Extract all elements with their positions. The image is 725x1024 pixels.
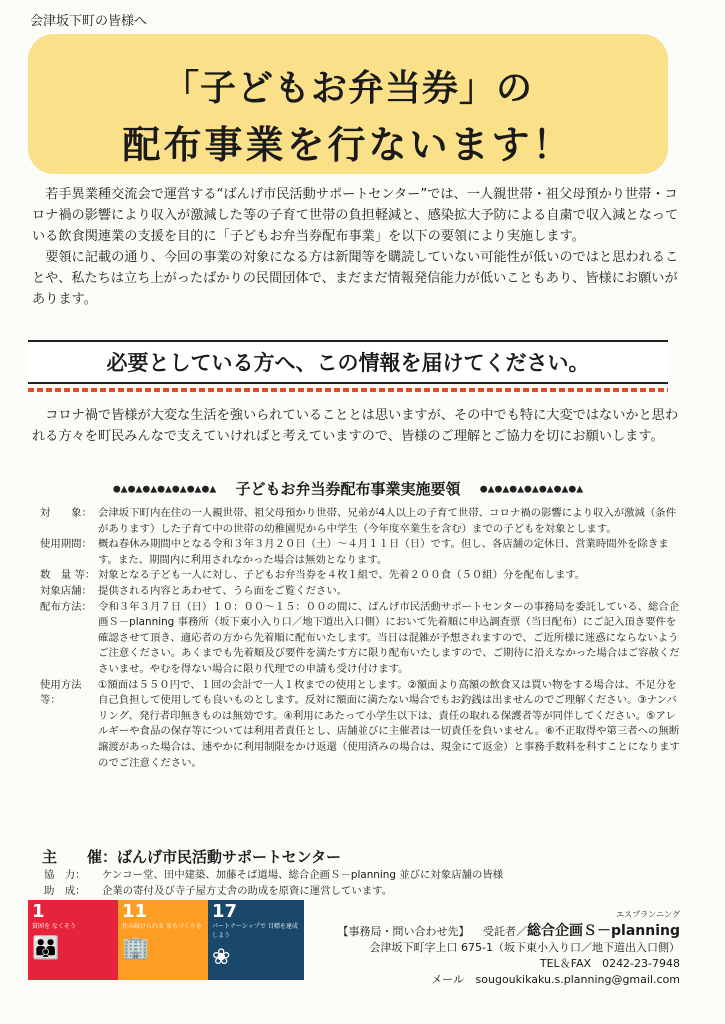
detail-label: 対 象： [40,507,92,519]
contact-mail-line [300,972,680,988]
contact-address: 会津坂下町字上口 675-1（坂下東小入り口／地下道出入口側） [369,941,680,954]
contact-heading: 【事務局・問い合わせ先】 [337,925,470,938]
sdg-11-icon [118,900,214,980]
detail-row [40,678,680,772]
greeting: 会津坂下町の皆様へ [30,14,148,29]
sdg-number: 11 [122,901,148,922]
detail-row [40,584,680,600]
section-heading [28,478,668,499]
contact-company: 総合企画Ｓ－planning [527,923,680,939]
details-list [40,506,680,771]
detail-row [40,568,680,584]
flower-icon: ❀ [212,945,231,970]
detail-label: 使用期間： [40,538,92,551]
coop-row [44,884,684,900]
contact-mail: sougoukikaku.s.planning@gmail.com [475,973,680,986]
sdg-number: 1 [32,901,45,922]
contact-tel: TEL＆FAX 0242-23-7948 [539,957,680,970]
contact-mail-label: メール [431,973,465,986]
sdg-label: 貧困を なくそう [32,923,76,930]
contact-ruby: エスプランニング [616,910,680,919]
detail-row [40,506,680,537]
sdg-1-icon [28,900,124,980]
coop-text: 企業の寄付及び寺子屋方丈舎の助成を原資に運営しています。 [102,884,393,897]
band-decoration [28,388,668,392]
detail-label: 配布方法： [40,600,92,613]
page-title-line2: 配布事業を行ないます！ [122,123,574,167]
detail-text: 提供される内容とあわせて、うら面をご覧ください。 [98,584,348,597]
detail-text: ①額面は５５０円で、１回の会計で一人１枚までの使用とします。②額面より高額の飲食又は買い物をする場合は、不足分を自己負担して使用しても良いものとします。反対に額面に満たない場合でもお釣銭は出ませんのでご理解ください。③ナンバリング、発行者印無きものは無効です。④利用にあたって小学生以下は、責任の取れる保護者等が同伴してください。⑤アレルギーや食品の保存等については利用者責任とし、店舗並びに主催者は一切責任を負いません。⑥不正取得や第三者への無断譲渡があった場合は、速やかに利用制限をかけ返還（使用済みの場合は、現金にて返金）と事務手数料を科すことになりますのでご注意ください。 [98,678,680,769]
cooperation [44,868,684,899]
organizer-label: 主 催： [42,848,118,866]
detail-text: 概ね春休み期間中となる令和３年３月２０日（土）～４月１１日（日）です。但し、各店舗の定休日、営業時間外を除きます。また、期間内に利用されなかった場合は無効となります。 [98,538,669,566]
section-title: 子どもお弁当券配布事業実施要領 [235,480,461,498]
people-icon: 👪 [32,936,60,961]
coop-label: 助 成： [44,884,86,897]
detail-label: 対象店舗： [40,584,92,597]
buildings-icon: 🏢 [122,936,150,961]
appeal-text: コロナ禍で皆様が大変な生活を強いられていることとは思いますが、その中でも特に大変ではないかと思われる方々を町民みんなで支えていければと考えていますので、皆様のご理解とご協力を切にお願いします。 [32,408,679,444]
coop-row [44,868,684,884]
contact-receiver: 受託者／ [483,925,527,938]
intro-paragraph-2: 要領に記載の通り、今回の事業の対象になる方は新聞等を購読していない可能性が低いのではと思われることや、私たちは立ち上がったばかりの民間団体で、まだまだ情報発信能力が低いこともあり、皆様にお願いがあります。 [32,250,679,307]
page-title-line1: 「子どもお弁当券」の [162,68,533,109]
sdg-17-icon [208,900,304,980]
organizer-name: ばんげ市民活動サポートセンター [117,848,341,866]
detail-text: 対象となる子ども一人に対し、子どもお弁当券を４枚１組で、先着２００食（５０組）分を配布します。 [98,569,586,582]
detail-label: 使用方法等： [40,678,82,707]
intro-paragraph-1: 若手異業種交流会で運営する“ばんげ市民活動サポートセンター”では、一人親世帯・祖父母預かり世帯・コロナ禍の影響により収入が激減した等の子育て世帯の負担軽減と、感染拡大予防による自粛で収入減となっている飲食関連業の支援を目的に「子どもお弁当券配布事業」を以下の要領により実施します。 [32,187,679,244]
coop-text: ケンコー堂、田中建築、加藤そば道場、総合企画Ｓ－planning 並びに対象店舗の皆様 [102,869,504,881]
detail-row [40,537,680,568]
message-band-text: 必要としている方へ、この情報を届けてください。 [106,351,590,375]
contact-block [300,907,680,988]
intro [32,184,682,310]
sdg-label: 住み続けられる まちづくりを [122,923,202,930]
coop-label: 協 力： [44,869,86,881]
dots-left: ●▲●▲●▲●▲●▲●▲●▲ [112,484,217,495]
sdg-label: パートナーシップで 目標を達成しよう [212,923,298,939]
dots-right: ●▲●▲●▲●▲●▲●▲●▲ [479,484,584,495]
detail-row [40,600,680,678]
contact-heading-line [300,923,680,940]
detail-label: 数 量 等： [40,569,96,582]
detail-text: 会津坂下町内在住の一人親世帯、祖父母預かり世帯、兄弟が4人以上の子育て世帯、コロナ禍の影響により収入が激減（条件があります）した子育て中の世帯の幼稚園児から中学生（今年度卒業生を含む）までの子どもを対象とします。 [98,507,677,535]
detail-text: 令和３年３月７日（日）１０：００～１５：００の間に、ばんげ市民活動サポートセンターの事務局を委託している、総合企画Ｓ－planning 事務所（坂下東小入り口／地下道出入口側）において先着順に申込調査票（当日配布）にご記入頂き要件を確認させて頂き、適応者の方から先着順に配布いたします。当日は混雑が予想されますので、ご近所様に迷惑にならないようご注意ください。あくまでも先着順及び要件を満たす方に限り配布いたしますので、ご期待に沿えなかった場合はご容赦くださいませ。やむを得ない場合に限り代理での申請も受け付けます。 [98,600,680,675]
organizer [42,846,341,867]
sdg-number: 17 [212,901,238,922]
